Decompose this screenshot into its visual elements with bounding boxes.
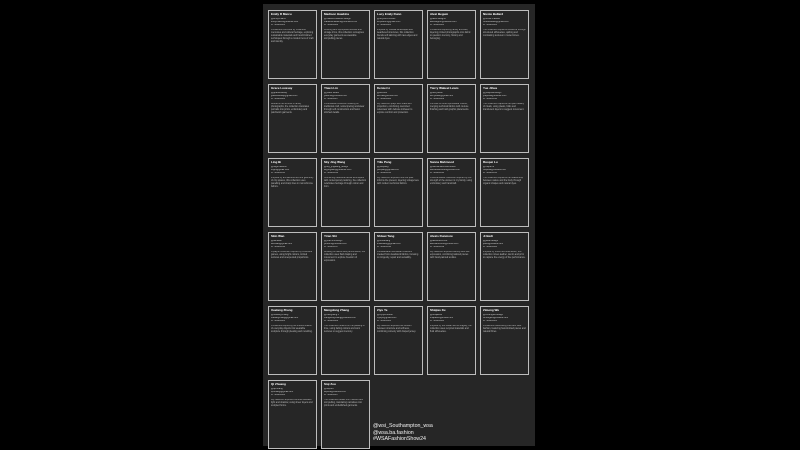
designer-phone: 07700900012 <box>324 171 339 174</box>
designer-name: Yiliu Pang <box>377 161 392 164</box>
designer-email[interactable]: siqizou@outlook.com <box>324 391 346 393</box>
designer-bio: This collection explores the relationship between nature and the body through organic shapes and natural dyes. <box>483 176 524 185</box>
designer-name: Alexi Begum <box>430 13 449 16</box>
designer-email[interactable]: zimengwu@outlook.com <box>483 317 509 319</box>
designer-phone: 07700900006 <box>271 97 286 100</box>
designer-handle[interactable]: @ruopei.lu <box>483 166 495 169</box>
designer-bio: My collection plays with scale and proportion, combining oversized outerwear with delicate knitwear to explore comfort and protection. <box>377 102 413 114</box>
designer-email[interactable]: jibedi@outlook.com <box>483 243 504 245</box>
designer-phone: 07700900023 <box>377 319 392 322</box>
designer-email[interactable]: yiwenlin@outlook.com <box>324 95 347 97</box>
designer-card <box>321 380 370 449</box>
designer-phone: 07700900009 <box>430 97 445 100</box>
designer-handle[interactable]: @lingbi.fashion <box>271 166 287 169</box>
designer-phone: 07700900019 <box>430 245 445 248</box>
designer-name: Zimeng Wu <box>483 309 500 312</box>
designer-bio: Rooted in an archive of family photographs, the collection translates portraits into prints, embroidery and patchwork garments. <box>271 102 310 114</box>
designer-phone: 07700900004 <box>430 23 445 26</box>
designer-handle[interactable]: @shiqiaoxu <box>430 314 443 317</box>
designer-card <box>268 84 317 153</box>
designer-handle[interactable]: @zimengwu.design <box>483 314 504 317</box>
designer-card <box>480 10 529 79</box>
designer-email[interactable]: lucyedunn@gmail.com <box>377 21 401 23</box>
designer-email[interactable]: yiranshi@outlook.com <box>324 243 347 245</box>
designer-grid <box>268 10 529 449</box>
designer-bio: This collection captures the quiet beauty of rituals, using pleats, folds and translucent layers to suggest movement. <box>483 102 525 111</box>
poster <box>263 4 535 446</box>
designer-handle[interactable]: @yiliupang <box>377 166 389 169</box>
designer-email[interactable]: shiqiaoxu@icloud.com <box>430 317 454 319</box>
designer-phone: 07700900018 <box>377 245 392 248</box>
designer-bio: Inspired by the ocean and its fragility, the collection uses recycled materials and fluid silhouettes. <box>430 324 472 333</box>
designer-card <box>374 232 423 301</box>
designer-card <box>427 84 476 153</box>
designer-email[interactable]: gracelovesay@gmail.com <box>271 95 298 97</box>
designer-handle[interactable]: @madisonhawkins.design <box>324 18 351 21</box>
designer-email[interactable]: shiweitang@gmail.com <box>377 243 401 245</box>
designer-name: Mengdong Zhang <box>324 309 349 312</box>
designer-email[interactable]: yiliupang@gmail.com <box>377 169 399 171</box>
designer-email[interactable]: skinwan@gmail.com <box>271 243 293 245</box>
designer-card <box>321 84 370 153</box>
designer-phone: 07700900001 <box>271 23 286 26</box>
designer-email[interactable]: yuejihua@outlook.com <box>483 95 507 97</box>
designer-card <box>268 158 317 227</box>
designer-card <box>374 306 423 375</box>
designer-card <box>374 84 423 153</box>
designer-bio: A collection exploring family archives, layering printed photographs onto fabric to question memory, history and belonging. <box>430 28 471 40</box>
designer-name: Qi Zhuang <box>271 383 286 386</box>
designer-handle[interactable]: @kenzeili <box>377 92 387 95</box>
designer-card <box>427 306 476 375</box>
designer-phone: 07700900020 <box>483 245 498 248</box>
designer-handle[interactable]: @qizhuang <box>271 388 283 391</box>
designer-email[interactable]: madisonhawkins@hotmail.co.uk <box>324 21 357 23</box>
designer-bio: Inspired by music and subculture, this collection mixes leather, denim and print to capture the energy of live performance. <box>483 250 526 259</box>
designer-name: Shiqiao Xu <box>430 309 446 312</box>
designer-email[interactable]: lingbi@gmail.com <box>271 169 290 171</box>
designer-handle[interactable]: @gracelovesay <box>271 92 287 95</box>
designer-name: Emily R Marcu <box>271 13 292 16</box>
designer-name: Madison Hawkins <box>324 13 350 16</box>
designer-name: Lucy Emily Dunn <box>377 13 402 16</box>
designer-phone: 07700900014 <box>430 171 445 174</box>
designer-name: Alexis Dunmore <box>430 235 453 238</box>
designer-card <box>268 380 317 449</box>
designer-bio: A collection celebrating craft and slow fashion, featuring hand-knitted pieces and natural fibres. <box>483 324 526 333</box>
designer-phone: 07700900027 <box>324 393 339 396</box>
designer-name: Ji Bedi <box>483 235 493 238</box>
designer-bio: This collection explores resilience through structured silhouettes, quilting and contrasting textures in muted tones. <box>483 28 526 37</box>
designer-handle[interactable]: @alexi.designs <box>430 18 446 21</box>
designer-bio: A menswear collection drawing on traditional craft, reinterpreting workwear through soft construction and hand-stitched details. <box>324 102 365 114</box>
designer-bio: This collection reflects on the passing of time, using fading colours and worn textures to suggest memory. <box>324 324 365 333</box>
designer-phone: 07700900026 <box>271 393 286 396</box>
designer-card <box>268 10 317 79</box>
designer-card <box>480 158 529 227</box>
designer-phone: 07700900008 <box>377 97 392 100</box>
designer-name: Shiwei Tang <box>377 235 395 238</box>
designer-card <box>321 232 370 301</box>
designer-email[interactable]: skyjingwang@outlook.com <box>324 169 352 171</box>
designer-card <box>321 306 370 375</box>
designer-name: Sanna Mahmood <box>430 161 455 164</box>
designer-handle[interactable]: @siqizou <box>324 388 334 391</box>
designer-handle[interactable]: @emilyrmarcu <box>271 18 286 21</box>
designer-phone: 07700900010 <box>483 97 498 100</box>
designer-email[interactable]: sannamahmood@icloud.com <box>430 169 460 171</box>
designer-card <box>480 232 529 301</box>
designer-name: Tierry Wakeel Lewis <box>430 87 459 90</box>
designer-phone: 07700900007 <box>324 97 339 100</box>
designer-card <box>427 10 476 79</box>
designer-email[interactable]: kenzeili@icloud.com <box>377 95 398 97</box>
designer-bio: A playful collection inspired by childhood games, using bright colours, knitted textures and unexpected proportions. <box>271 250 313 259</box>
designer-handle[interactable]: @mengdong.z <box>324 314 339 317</box>
designer-name: Ruopei Lu <box>483 161 498 164</box>
designer-email[interactable]: tierrylewis@gmail.com <box>430 95 454 97</box>
designer-bio: Combining traditional textile techniques with contemporary tailoring, the collection celebrates heritage through colour and form. <box>324 176 367 188</box>
designer-name: Kenzei Li <box>377 87 391 90</box>
designer-bio: A sustainable menswear collection created from deadstock fabrics, focusing on longevity, repair and versatility. <box>377 250 419 259</box>
designer-name: Yiwen Lin <box>324 87 338 90</box>
designer-handle[interactable]: @yiwen.studio <box>324 92 339 95</box>
designer-email[interactable]: alexisdunmore@icloud.com <box>430 243 459 245</box>
designer-name: Yiran Shi <box>324 235 337 238</box>
designer-bio: My collection explores how the past informs the present, layering vintage lace with modern technical fabrics. <box>377 176 419 185</box>
designer-bio: A collection informed by childhood memories and cultural heritage, exploring sustainable materials and hand-finished techniques through a modern lens of craft and identity. <box>271 28 314 43</box>
designer-email[interactable]: ruopeilu@outlook.com <box>483 169 506 171</box>
designer-bio: Drawing on dance and performance, the collection uses fluid draping and movement to explore freedom of expression. <box>324 250 365 262</box>
designer-email[interactable]: alexibegum@outlook.com <box>430 21 457 23</box>
designer-handle[interactable]: @sannamahmood.studio <box>430 166 456 169</box>
designer-handle[interactable]: @xuelang.zhang <box>271 314 289 317</box>
footer-handle-course[interactable]: @wsa.ba.fashion <box>373 429 414 436</box>
designer-bio: This collection draws from folklore and storytelling, translating narratives into prints and embellished garments. <box>324 398 364 407</box>
designer-phone: 07700900015 <box>483 171 498 174</box>
designer-bio: Inspired by architecture and the geometry of city spaces, this collection uses panelling and sharp lines in monochrome fabrics. <box>271 176 314 188</box>
designer-handle[interactable]: @alexisdunmore <box>430 240 448 243</box>
social-footer <box>373 423 433 443</box>
footer-hashtag[interactable]: #WSAFashionShow24 <box>373 436 426 443</box>
designer-bio: A collection exploring the transformation of everyday objects into wearable sculpture through pleating and moulding. <box>271 324 313 333</box>
designer-card <box>480 84 529 153</box>
designer-bio: My collection explores identity and self-expression, combining tailored pieces with hand-painted textiles. <box>430 250 470 259</box>
designer-name: Skin Wan <box>271 235 285 238</box>
designer-phone: 07700900013 <box>377 171 392 174</box>
designer-card <box>268 232 317 301</box>
designer-name: Ling Bi <box>271 161 282 164</box>
designer-handle[interactable]: @skinwan <box>271 240 282 243</box>
designer-handle[interactable]: @nicole.b.atelier <box>483 18 501 21</box>
designer-email[interactable]: mengdongzhang@outlook.com <box>324 317 356 319</box>
designer-phone: 07700900005 <box>483 23 498 26</box>
designer-card <box>374 10 423 79</box>
designer-bio: Working with repurposed textiles and vintage trims, this collection reimagines everyday garments as wearable storytelling pieces. <box>324 28 364 40</box>
designer-email[interactable]: xuelangzhang@gmail.com <box>271 317 299 319</box>
designer-bio: My collection explores contrast between light and shadow, using sheer layers and sculpted forms. <box>271 398 313 407</box>
designer-handle[interactable]: @ziyuye.studio <box>377 314 393 317</box>
designer-phone: 07700900021 <box>271 319 286 322</box>
designer-name: Nicole Bullard <box>483 13 504 16</box>
designer-card <box>480 306 529 375</box>
designer-name: Ziyu Ye <box>377 309 388 312</box>
designer-phone: 07700900024 <box>430 319 445 322</box>
designer-name: Sky Jing Wang <box>324 161 346 164</box>
designer-handle[interactable]: @yiran.shi.design <box>324 240 343 243</box>
designer-card <box>321 158 370 227</box>
designer-phone: 07700900022 <box>324 319 339 322</box>
designer-phone: 07700900003 <box>377 23 392 26</box>
designer-handle[interactable]: @yuejihua.design <box>483 92 502 95</box>
designer-phone: 07700900002 <box>324 23 339 26</box>
designer-email[interactable]: ziyuye@gmail.com <box>377 317 397 319</box>
designer-bio: A womenswear collection inspired by the strength of the women in my family, using embroidery and handcraft. <box>430 176 473 185</box>
designer-email[interactable]: qizhuang@gmail.com <box>271 391 294 393</box>
designer-bio: My collection explores the tension between structure and softness, combining corsetry with draped jersey. <box>377 324 417 333</box>
designer-email[interactable]: nicolebullard@gmail.com <box>483 21 509 23</box>
designer-name: Grace Lovesay <box>271 87 293 90</box>
designer-name: Siqi Zou <box>324 383 336 386</box>
designer-card <box>321 10 370 79</box>
designer-handle[interactable]: @shiweitang <box>377 240 391 243</box>
designer-card <box>427 158 476 227</box>
designer-phone: 07700900017 <box>324 245 339 248</box>
designer-phone: 07700900011 <box>271 171 285 174</box>
designer-email[interactable]: emilyrmarcu@outlook.com <box>271 21 299 23</box>
designer-card <box>427 232 476 301</box>
designer-name: Yue Jihua <box>483 87 498 90</box>
designer-handle[interactable]: @lucydunn.studio <box>377 18 396 21</box>
designer-bio: A tribute to urban sportswear culture, merging technical fabrics with couture finishing and bold graphic placements. <box>430 102 470 111</box>
designer-handle[interactable]: @sky_jingwang_design <box>324 166 349 169</box>
designer-handle[interactable]: @jibedi.design <box>483 240 499 243</box>
designer-handle[interactable]: @tierrylewis <box>430 92 443 95</box>
designer-name: Xuelang Zhang <box>271 309 293 312</box>
designer-card <box>374 158 423 227</box>
designer-card <box>268 306 317 375</box>
footer-handle-instagram[interactable]: @wsi_Southampton_wsa <box>373 423 433 429</box>
designer-bio: Inspired by coastal landscapes and weathered structures, this collection blends soft tailoring with raw edges and natural dyes. <box>377 28 418 40</box>
designer-phone: 07700900025 <box>483 319 498 322</box>
designer-phone: 07700900016 <box>271 245 286 248</box>
